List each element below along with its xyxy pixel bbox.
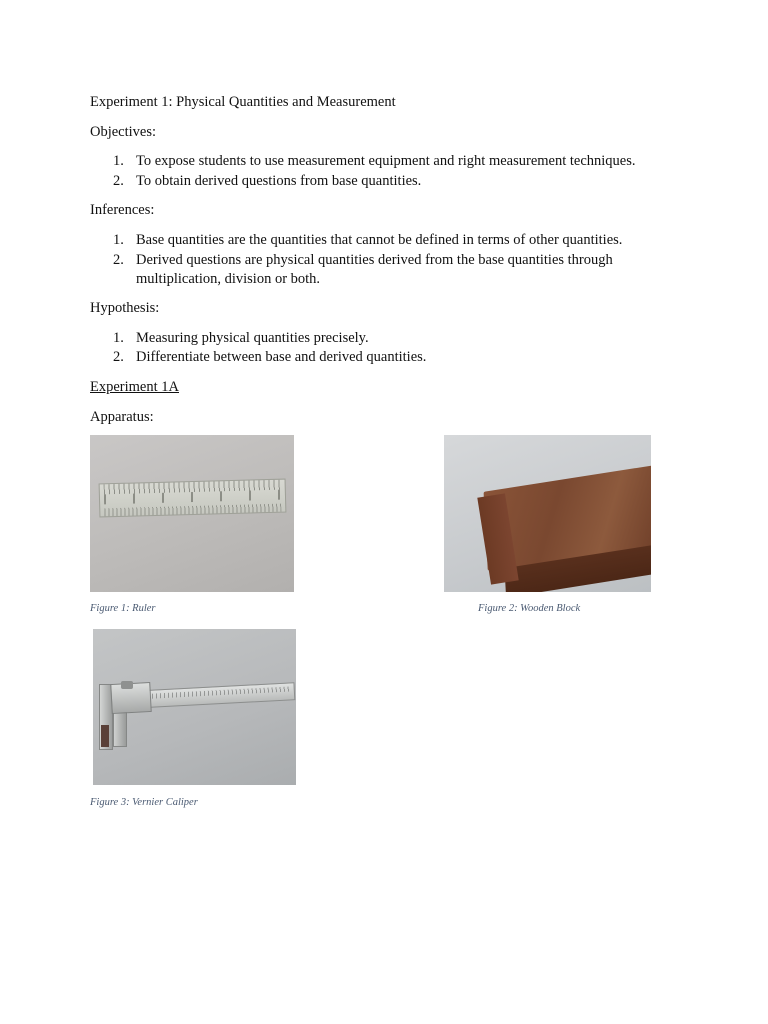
hypothesis-heading: Hypothesis:: [90, 300, 160, 316]
inference-1-number: 1.: [113, 232, 124, 248]
wooden-block-photo: [444, 435, 651, 592]
figure-1-caption: Figure 1: Ruler: [90, 603, 156, 614]
vernier-caliper-photo: [93, 629, 296, 785]
hypothesis-1-number: 1.: [113, 330, 124, 346]
objective-1-number: 1.: [113, 153, 124, 169]
inference-1-text: Base quantities are the quantities that cannot be defined in terms of other quantities.: [136, 232, 623, 248]
caliper-knob-shape: [121, 681, 133, 689]
hypothesis-2-text: Differentiate between base and derived quantities.: [136, 349, 427, 365]
objectives-heading: Objectives:: [90, 124, 157, 140]
figure-2-caption: Figure 2: Wooden Block: [478, 603, 581, 614]
caliper-tip-shape: [101, 725, 109, 747]
inference-2-number: 2.: [113, 252, 124, 268]
figure-3-caption: Figure 3: Vernier Caliper: [90, 797, 198, 808]
objective-2-text: To obtain derived questions from base quantities.: [136, 173, 422, 189]
objective-2-number: 2.: [113, 173, 124, 189]
objective-1-text: To expose students to use measurement equipment and right measurement techniques.: [136, 153, 636, 169]
ruler-shape: [99, 479, 287, 518]
inferences-heading: Inferences:: [90, 202, 155, 218]
hypothesis-2-number: 2.: [113, 349, 124, 365]
inference-2-text: Derived questions are physical quantities derived from the base quantities through multiplication, division or both.: [136, 252, 613, 287]
ruler-photo: [90, 435, 294, 592]
apparatus-heading: Apparatus:: [90, 409, 154, 425]
hypothesis-1-text: Measuring physical quantities precisely.: [136, 330, 369, 346]
experiment-1a-heading: Experiment 1A: [90, 379, 179, 395]
document-title: Experiment 1: Physical Quantities and Measurement: [90, 94, 396, 110]
